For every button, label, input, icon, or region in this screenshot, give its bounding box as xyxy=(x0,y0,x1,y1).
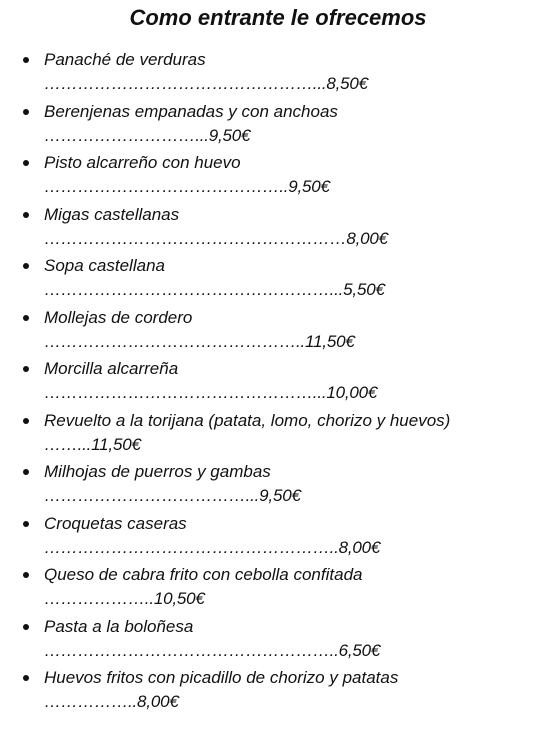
dish-price-line: …………………………………………...8,50€ xyxy=(44,74,368,93)
list-item xyxy=(0,563,556,615)
dish-name: Revuelto a la torijana (patata, lomo, chorizo y huevos) xyxy=(44,410,451,430)
dish-name: Queso de cabra frito con cebolla confitada xyxy=(44,565,363,584)
dish-price-line: ……………………………………………..6,50€ xyxy=(44,640,381,660)
dish-price-line: ………………………………………………8,00€ xyxy=(44,228,388,248)
bullet-icon xyxy=(23,675,29,681)
bullet-icon xyxy=(23,109,29,115)
bullet-icon xyxy=(23,263,29,269)
list-item xyxy=(0,357,556,409)
bullet-icon xyxy=(23,521,29,527)
list-item xyxy=(0,512,556,564)
list-item xyxy=(0,460,556,512)
dish-name: Croquetas caseras xyxy=(44,513,187,533)
dish-price-line: ………………………………………..11,50€ xyxy=(44,331,355,351)
dish-name: Pasta a la boloñesa xyxy=(44,616,194,636)
list-item xyxy=(0,666,556,718)
bullet-icon xyxy=(23,57,29,63)
dish-price-line: ………………………...9,50€ xyxy=(44,125,251,145)
dish-name: Panaché de verduras xyxy=(44,50,206,69)
bullet-icon xyxy=(23,624,29,630)
dish-name: Morcilla alcarreña xyxy=(44,359,179,378)
dish-name: Sopa castellana xyxy=(44,256,165,275)
bullet-icon xyxy=(23,366,29,372)
dish-price-line: ……………..8,00€ xyxy=(44,692,179,711)
list-item xyxy=(0,306,556,358)
bullet-icon xyxy=(23,160,29,166)
dish-name: Mollejas de cordero xyxy=(44,307,193,327)
dish-name: Migas castellanas xyxy=(44,204,180,224)
dish-price-line: ………………………………...9,50€ xyxy=(44,486,301,505)
menu-list xyxy=(0,48,556,718)
dish-name: Huevos fritos con picadillo de chorizo y patatas xyxy=(44,668,399,687)
list-item xyxy=(0,409,556,461)
list-item xyxy=(0,48,556,100)
page-title: Como entrante le ofrecemos xyxy=(129,5,427,30)
dish-name: Pisto alcarreño con huevo xyxy=(44,153,241,172)
dish-price-line: ……………………………………………...5,50€ xyxy=(44,280,385,299)
list-item xyxy=(0,615,556,667)
dish-name: Milhojas de puerros y gambas xyxy=(44,462,271,481)
bullet-icon xyxy=(23,418,29,424)
list-item xyxy=(0,203,556,255)
bullet-icon xyxy=(23,315,29,321)
dish-price-line: ………………..10,50€ xyxy=(44,589,205,608)
bullet-icon xyxy=(23,572,29,578)
list-item xyxy=(0,254,556,306)
list-item xyxy=(0,151,556,203)
dish-name: Berenjenas empanadas y con anchoas xyxy=(44,101,338,121)
dish-price-line: ……………………………………..9,50€ xyxy=(44,177,330,196)
bullet-icon xyxy=(23,469,29,475)
list-item xyxy=(0,100,556,152)
dish-price-line: …………………………………………...10,00€ xyxy=(44,383,378,402)
dish-price-line: ……………………………………………..8,00€ xyxy=(44,537,381,557)
bullet-icon xyxy=(23,212,29,218)
dish-price-line: ……...11,50€ xyxy=(44,434,141,454)
